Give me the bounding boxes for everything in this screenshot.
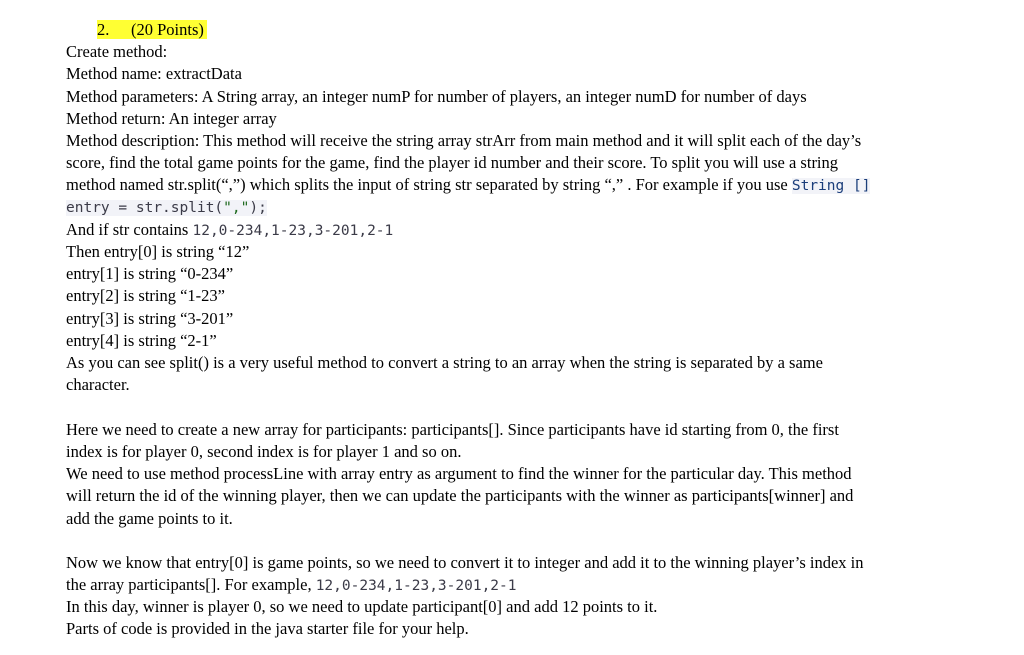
line-participants-array: Here we need to create a new array for participants: participants[]. Since participants have id starting from 0, the first — [66, 420, 839, 439]
line-starter-file: Parts of code is provided in the java starter file for your help. — [66, 619, 469, 638]
line-entry-1: entry[1] is string “0-234” — [66, 264, 234, 283]
split-explanation-text: method named str.split(“,”) which splits the input of string str separated by string “,” . For example if you use — [66, 175, 792, 194]
line-str-contains: And if str contains 12,0-234,1-23,3-201,2-1 — [66, 220, 394, 239]
question-heading-highlight — [97, 20, 207, 39]
line-example: the array participants[]. For example, 12,0-234,1-23,3-201,2-1 — [66, 575, 517, 594]
line-create-method: Create method: — [66, 42, 168, 61]
line-method-parameters: Method parameters: A String array, an integer numP for number of players, an integer numD for number of days — [66, 87, 807, 106]
line-entry-2: entry[2] is string “1-23” — [66, 286, 225, 305]
line-winner-update: will return the id of the winning player, then we can update the participants with the winner as participants[winner] and — [66, 486, 854, 505]
question-number: 2. — [97, 20, 110, 39]
code-sample-string: 12,0-234,1-23,3-201,2-1 — [192, 223, 394, 239]
line-index-explanation: index is for player 0, second index is for player 1 and so on. — [66, 442, 462, 461]
code-split-statement: entry = str.split(","); — [66, 200, 267, 216]
line-method-return: Method return: An integer array — [66, 109, 277, 128]
line-game-points: Now we know that entry[0] is game points, so we need to convert it to integer and add it to the winning player’s index in — [66, 553, 864, 572]
line-split-explanation — [66, 174, 870, 197]
line-entry-3: entry[3] is string “3-201” — [66, 309, 234, 328]
line-character: character. — [66, 375, 130, 394]
line-winner-player-0: In this day, winner is player 0, so we need to update participant[0] and add 12 points to it. — [66, 597, 658, 616]
line-process-line: We need to use method processLine with array entry as argument to find the winner for the particular day. This method — [66, 464, 852, 483]
line-entry-4: entry[4] is string “2-1” — [66, 331, 217, 350]
code-string-array: String [] — [791, 178, 871, 194]
line-split-useful: As you can see split() is a very useful method to convert a string to an array when the string is separated by a same — [66, 353, 823, 372]
line-code-example — [66, 196, 267, 219]
line-entry-0: Then entry[0] is string “12” — [66, 242, 250, 261]
question-points: (20 Points) — [131, 20, 204, 39]
line-description-continued: score, find the total game points for the game, find the player id number and their score. To split you will use a string — [66, 153, 839, 172]
code-example-string: 12,0-234,1-23,3-201,2-1 — [315, 578, 517, 594]
line-method-name: Method name: extractData — [66, 64, 242, 83]
line-method-description: Method description: This method will receive the string array strArr from main method and it will split each of the day’s — [66, 131, 862, 150]
line-add-points: add the game points to it. — [66, 509, 233, 528]
question-heading — [97, 19, 207, 41]
